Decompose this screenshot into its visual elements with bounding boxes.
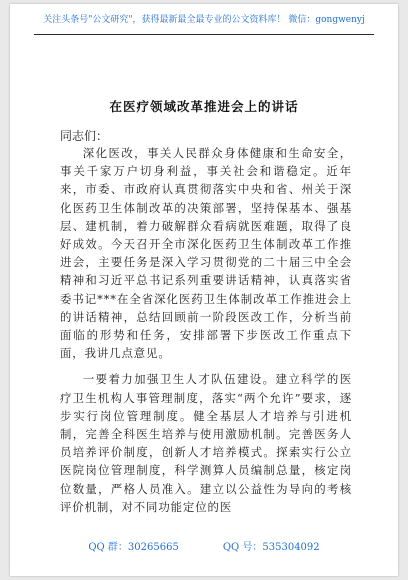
document-page (10, 4, 398, 576)
document-title: 在医疗领域改革推进会上的讲话 (109, 99, 299, 114)
salutation: 同志们： (60, 129, 109, 143)
header-divider (34, 34, 374, 35)
qq-group-number: QQ 群：30265665 (88, 542, 179, 553)
document-body (60, 144, 352, 516)
paragraph: 深化医改，事关人民群众身体健康和生命安全，事关千家万户切身利益，事关社会和谐稳定。近年来，市委、市政府认真贯彻落实中央和省、州关于深化医药卫生体制改革的决策部署，坚持保基本、强基层、建机制，着力破解群众看病就医难题，取得了良好成效。今天召开全市深化医药卫生体制改革工作推进会，主要任务是深入学习贯彻党的二十届三中全会精神和习近平总书记系列重要讲话精神，认真落实省委书记***在全省深化医药卫生体制改革工作推进会上的讲话精神，总结回顾前一阶段医改工作，分析当前面临的形势和任务，安排部署下步医改工作重点下面，我讲几点意见。 (60, 146, 352, 361)
promo-header: 关注头条号"公文研究"，获得最新最全最专业的公文资料库！ 微信：gongwenyj (43, 15, 365, 25)
contact-footer (10, 541, 398, 555)
qq-account-number: QQ 号：535304092 (222, 542, 320, 553)
paragraph: 一要着力加强卫生人才队伍建设。建立科学的医疗卫生机构人事管理制度，落实“两个允许”要求，逐步实行岗位管理制度。健全基层人才培养与引进机制，完善全科医生培养与使用激励机制。完善医务人员培养评价制度，创新人才培养模式。探索实行公立医院岗位管理制度，科学测算人员编制总量，核定岗位数量，严格人员准入。建立以公益性为导向的考核评价机制，对不同功能定位的医 (60, 372, 352, 514)
